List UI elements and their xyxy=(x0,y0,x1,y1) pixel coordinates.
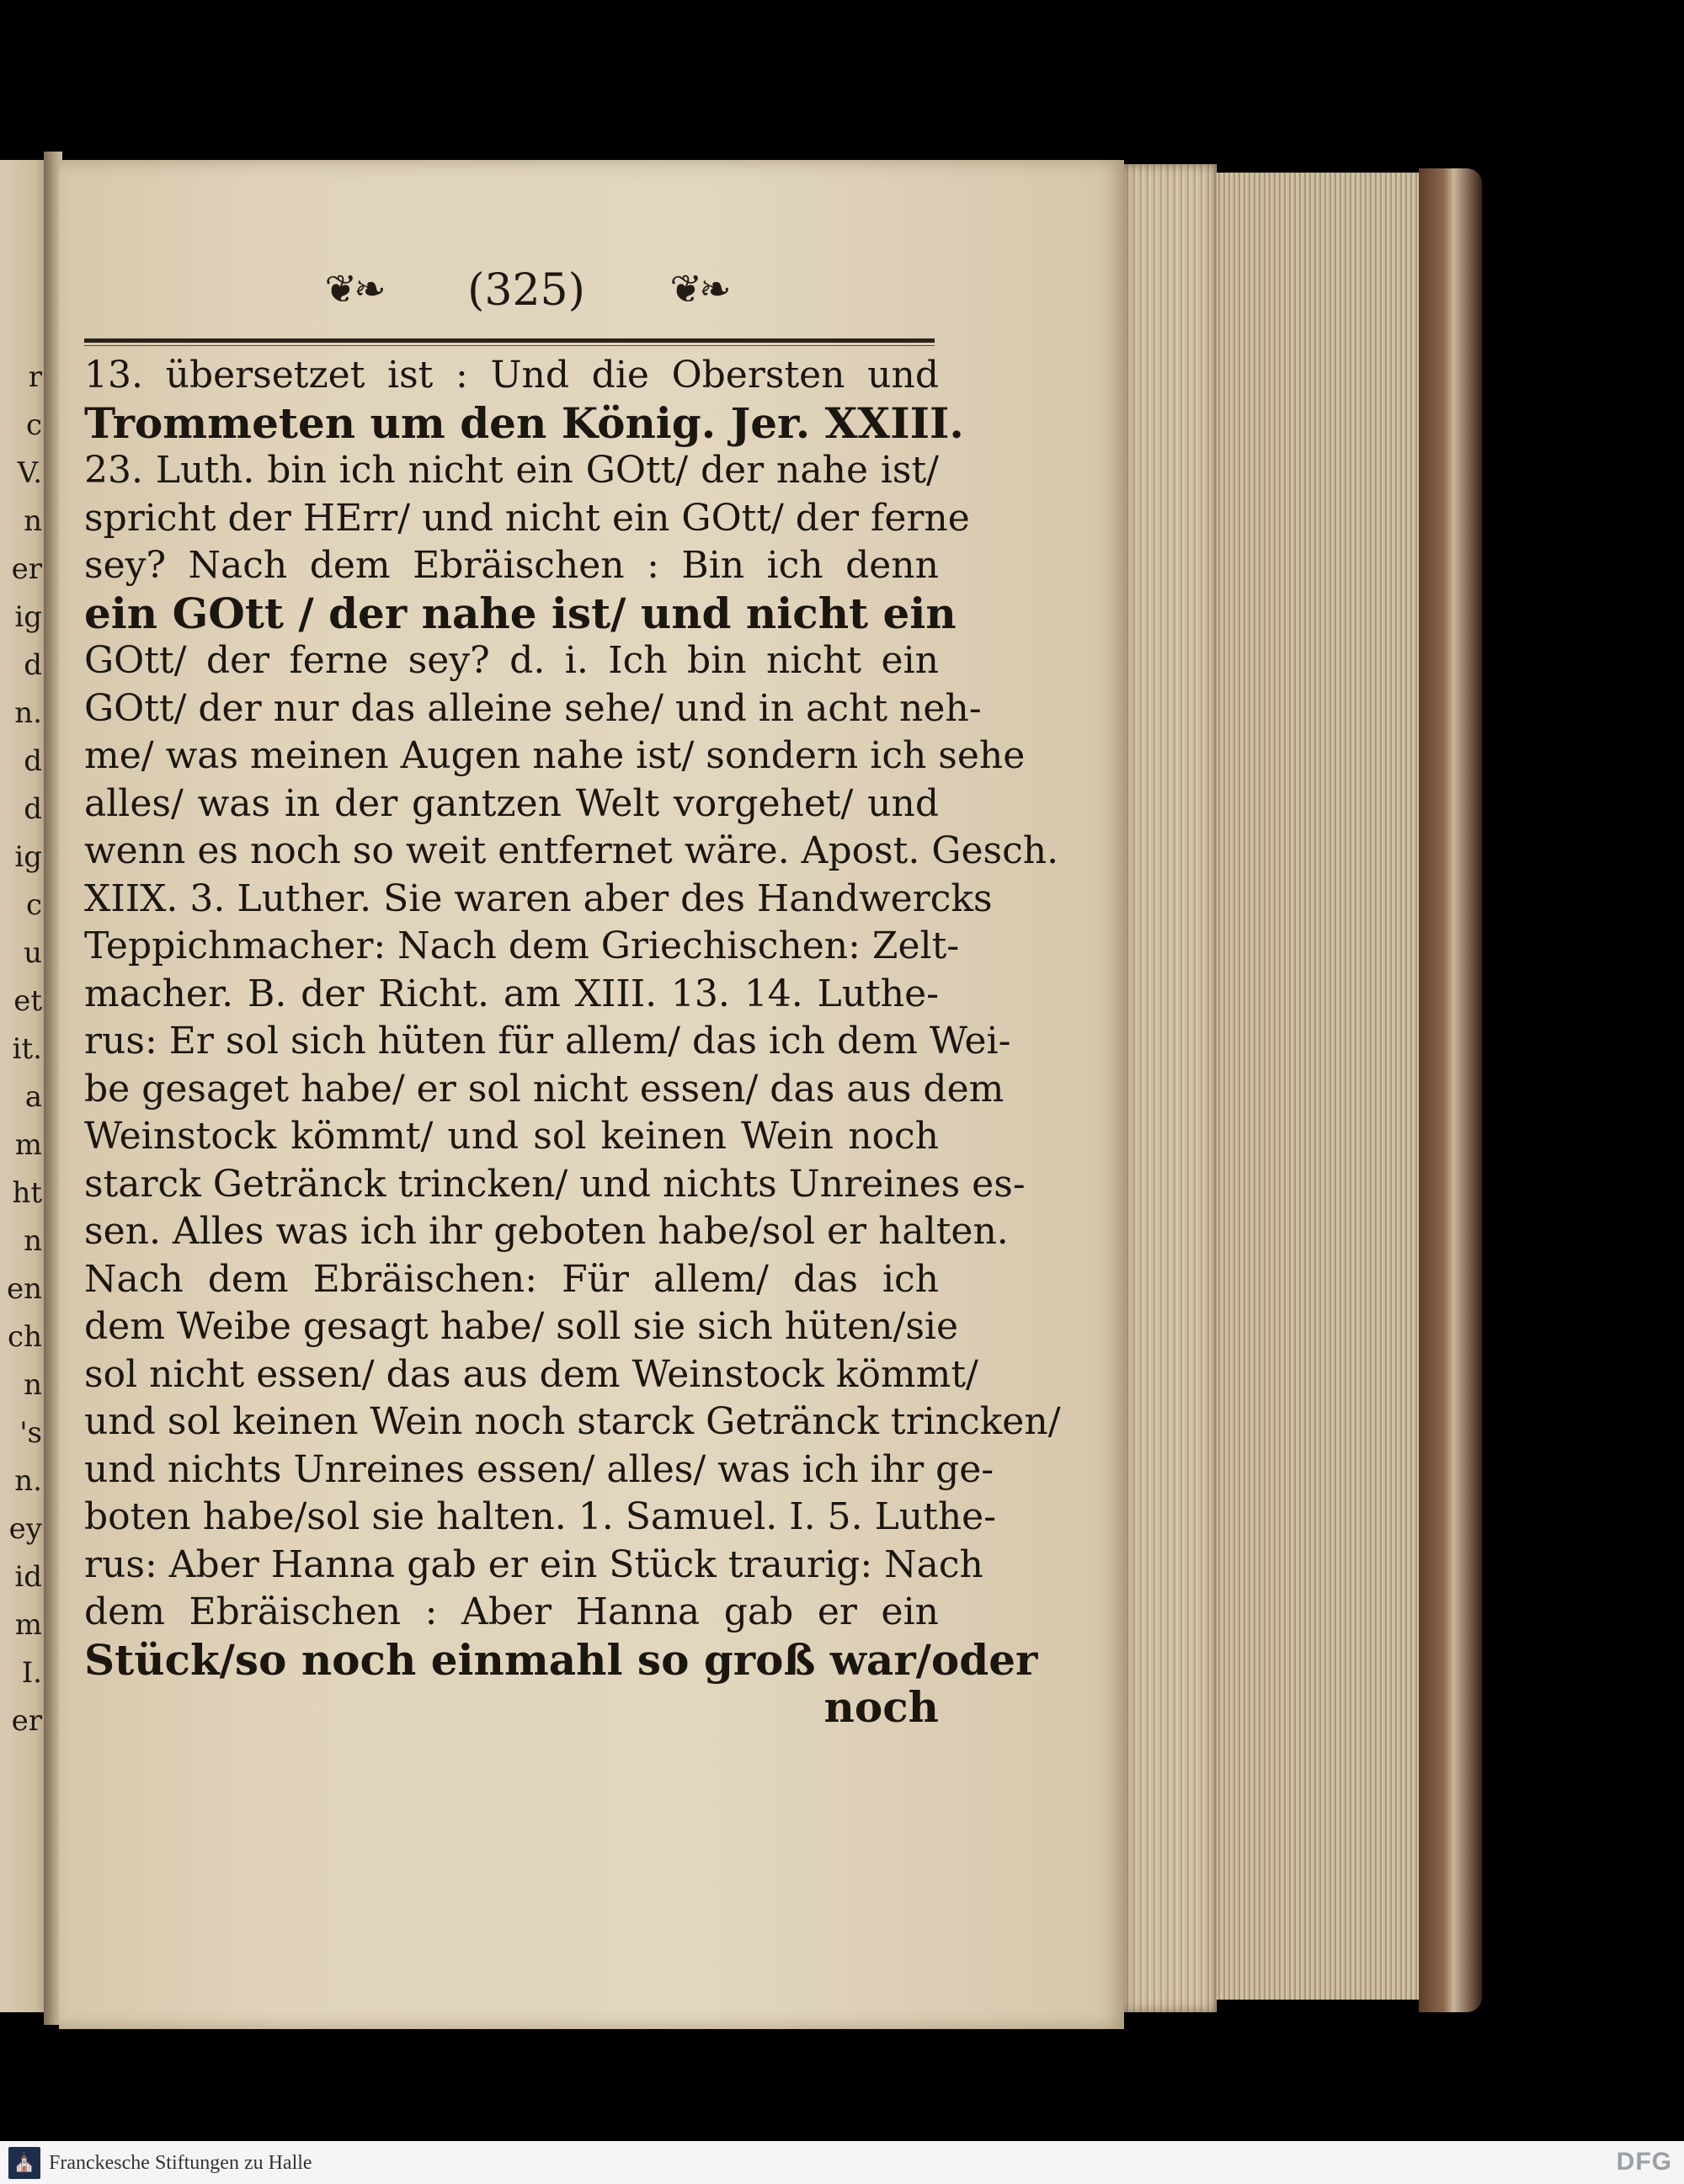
page-block-edges xyxy=(1124,164,1217,2012)
margin-fragment: ey xyxy=(8,1512,42,1546)
text-line: sol nicht essen/ das aus dem Weinstock kömmt/ xyxy=(84,1352,978,1396)
margin-fragment: ig xyxy=(14,840,42,874)
margin-fragment: r xyxy=(28,360,42,394)
margin-fragment: V. xyxy=(17,456,42,490)
ornament-right-icon: ❦❧ xyxy=(669,266,728,312)
text-line: sen. Alles was ich ihr geboten habe/sol er halten. xyxy=(84,1210,1009,1253)
page-number: (325) xyxy=(467,265,585,316)
text-line: 23. Luth. bin ich nicht ein GOtt/ der nahe ist/ xyxy=(84,449,939,492)
text-line: me/ was meinen Augen nahe ist/ sondern ich sehe xyxy=(84,734,1026,777)
text-line: wenn es noch so weit entfernet wäre. Apost. Gesch. xyxy=(84,829,1059,872)
institution-logo-icon[interactable]: ⛪ xyxy=(8,2147,40,2179)
text-line: dem Ebräischen : Aber Hanna gab er ein xyxy=(84,1590,939,1633)
text-line: Trommeten um den König. Jer. XXIII. xyxy=(84,397,964,448)
institution-name: Franckesche Stiftungen zu Halle xyxy=(49,2152,312,2174)
text-line: alles/ was in der gantzen Welt vorgehet/ und xyxy=(84,781,939,825)
text-line: Weinstock kömmt/ und sol keinen Wein noch xyxy=(84,1115,939,1158)
margin-fragment: d xyxy=(24,648,42,682)
text-line: rus: Aber Hanna gab er ein Stück traurig: Nach xyxy=(84,1542,983,1586)
text-line: macher. B. der Richt. am XIII. 13. 14. Luthe- xyxy=(84,972,939,1015)
dfg-logo[interactable]: DFG xyxy=(1616,2148,1672,2176)
text-line: spricht der HErr/ und nicht ein GOtt/ der ferne xyxy=(84,496,970,540)
catchword: noch xyxy=(823,1682,939,1732)
margin-fragment: it. xyxy=(12,1032,42,1066)
margin-fragment: u xyxy=(24,936,42,970)
margin-fragment: m xyxy=(14,1608,42,1642)
margin-fragment: n. xyxy=(14,696,42,730)
page-text xyxy=(84,352,1061,1732)
text-line: Nach dem Ebräischen: Für allem/ das ich xyxy=(84,1257,939,1301)
margin-fragment: ht xyxy=(12,1176,42,1210)
ornament-left-icon: ❦❧ xyxy=(324,266,383,312)
right-page xyxy=(59,160,1124,2029)
text-line: GOtt/ der ferne sey? d. i. Ich bin nicht ein xyxy=(84,639,939,682)
margin-fragment: n xyxy=(24,1224,42,1258)
header-rule xyxy=(84,338,935,343)
margin-fragment: ig xyxy=(14,600,42,634)
margin-fragment: c xyxy=(25,408,42,442)
left-margin-fragments xyxy=(5,354,42,1745)
viewer-footer xyxy=(0,2141,1684,2184)
text-line: XIIX. 3. Luther. Sie waren aber des Handwercks xyxy=(84,876,993,920)
text-line: be gesaget habe/ er sol nicht essen/ das aus dem xyxy=(84,1067,1005,1111)
text-line: sey? Nach dem Ebräischen : Bin ich denn xyxy=(84,544,939,587)
book-cover-edge xyxy=(1419,168,1482,2012)
left-page-edge xyxy=(0,160,51,2012)
margin-fragment: n xyxy=(24,504,42,538)
text-line: boten habe/sol sie halten. 1. Samuel. I. 5. Luthe- xyxy=(84,1495,997,1538)
page-header xyxy=(316,261,737,328)
margin-fragment: d xyxy=(24,744,42,778)
text-line: Stück/so noch einmahl so groß war/oder xyxy=(84,1634,1038,1685)
text-line: Teppichmacher: Nach dem Griechischen: Zelt- xyxy=(84,924,960,967)
text-line: und sol keinen Wein noch starck Getränck trincken/ xyxy=(84,1400,1061,1443)
margin-fragment: n xyxy=(24,1368,42,1402)
text-line: starck Getränck trincken/ und nichts Unreines es- xyxy=(84,1162,1026,1206)
text-line: GOtt/ der nur das alleine sehe/ und in acht neh- xyxy=(84,686,982,730)
text-line: dem Weibe gesagt habe/ soll sie sich hüten/sie xyxy=(84,1305,959,1348)
margin-fragment: er xyxy=(11,552,42,586)
margin-fragment: m xyxy=(14,1128,42,1162)
margin-fragment: et xyxy=(13,984,42,1018)
margin-fragment: en xyxy=(6,1272,42,1306)
text-line: ein GOtt / der nahe ist/ und nicht ein xyxy=(84,588,957,638)
margin-fragment: c xyxy=(25,888,42,922)
margin-fragment: ch xyxy=(8,1320,42,1354)
book xyxy=(0,152,1482,2025)
margin-fragment: a xyxy=(24,1080,42,1114)
text-line: rus: Er sol sich hüten für allem/ das ich dem Wei- xyxy=(84,1020,1011,1063)
text-line: 13. übersetzet ist : Und die Obersten und xyxy=(84,354,939,397)
margin-fragment: I. xyxy=(21,1656,42,1690)
page-block-fore-edge xyxy=(1217,173,1419,2000)
margin-fragment: d xyxy=(24,792,42,826)
margin-fragment: id xyxy=(14,1560,42,1594)
margin-fragment: n. xyxy=(14,1464,42,1498)
text-line: und nichts Unreines essen/ alles/ was ich ihr ge- xyxy=(84,1447,994,1491)
margin-fragment: er xyxy=(11,1704,42,1738)
margin-fragment: 's xyxy=(19,1416,42,1450)
